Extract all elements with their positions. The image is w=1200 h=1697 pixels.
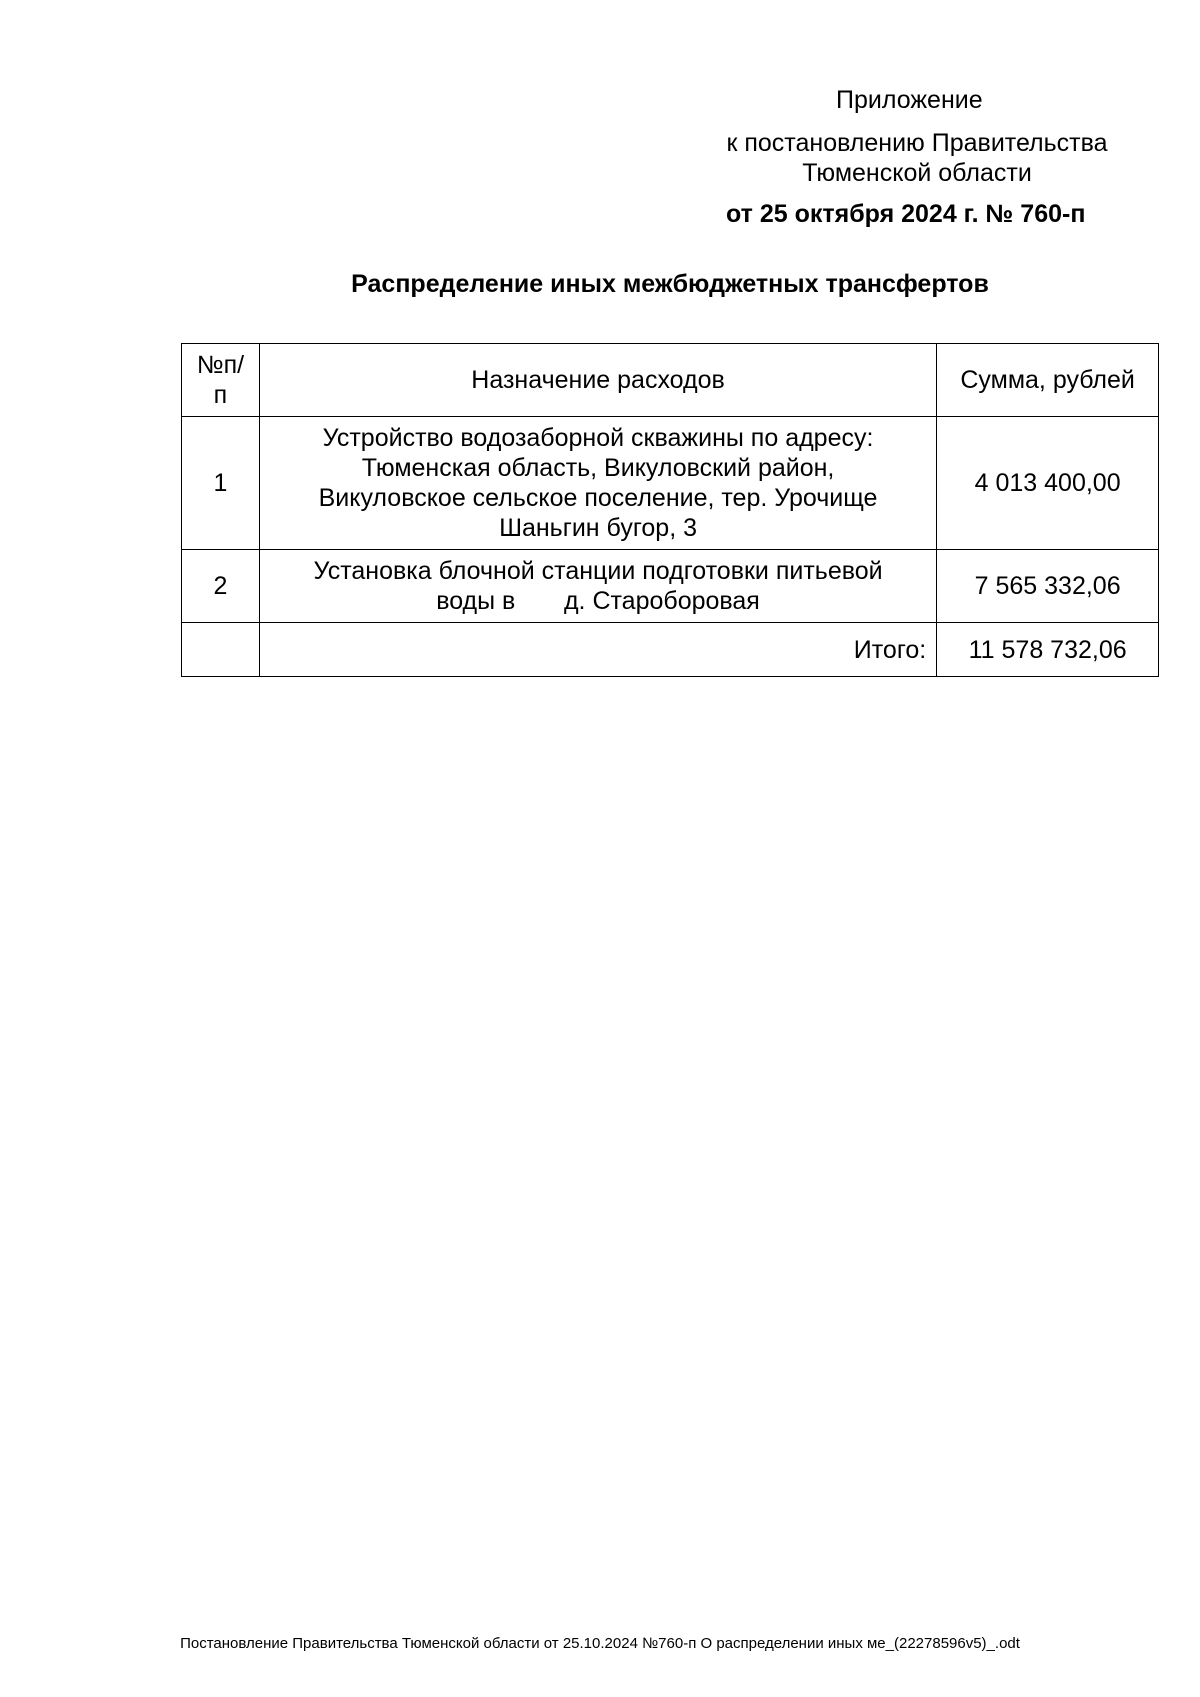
header-sum: Сумма, рублей <box>937 344 1159 417</box>
row-purpose <box>259 550 936 623</box>
table-header-row <box>182 344 1159 417</box>
purpose-line: Устройство водозаборной скважины по адресу: <box>322 424 874 452</box>
purpose-line: Установка блочной станции подготовки питьевой <box>313 557 883 585</box>
header-number-line-2: п <box>213 381 228 409</box>
header-purpose: Назначение расходов <box>259 344 936 417</box>
header-number-line-1: №п/ <box>196 351 245 379</box>
purpose-line: Шаньгин бугор, 3 <box>499 514 697 542</box>
to-resolution-caption <box>712 128 1122 188</box>
appendix-label: Приложение <box>836 86 983 114</box>
resolution-date: от 25 октября 2024 г. № 760-п <box>726 200 1086 228</box>
row-sum: 4 013 400,00 <box>937 417 1159 550</box>
row-purpose <box>259 417 936 550</box>
allocation-table <box>181 343 1159 677</box>
to-resolution-line-1: к постановлению Правительства <box>726 129 1108 157</box>
purpose-line: Тюменская область, Викуловский район, <box>361 454 835 482</box>
document-title: Распределение иных межбюджетных трансфертов <box>351 270 989 298</box>
footer-file-note: Постановление Правительства Тюменской области от 25.10.2024 №760-п О распределении иных ме_(22278596v5)_.odt <box>180 1635 1020 1652</box>
row-number: 1 <box>182 417 260 550</box>
total-label: Итого: <box>259 623 936 677</box>
total-row <box>182 623 1159 677</box>
purpose-line: Викуловское сельское поселение, тер. Урочище <box>318 484 878 512</box>
table-row <box>182 417 1159 550</box>
table-row <box>182 550 1159 623</box>
total-sum: 11 578 732,06 <box>937 623 1159 677</box>
row-number: 2 <box>182 550 260 623</box>
to-resolution-line-2: Тюменской области <box>802 159 1032 187</box>
total-empty-cell <box>182 623 260 677</box>
header-number <box>182 344 260 417</box>
row-sum: 7 565 332,06 <box>937 550 1159 623</box>
purpose-line: воды в д. Староборовая <box>436 587 760 615</box>
